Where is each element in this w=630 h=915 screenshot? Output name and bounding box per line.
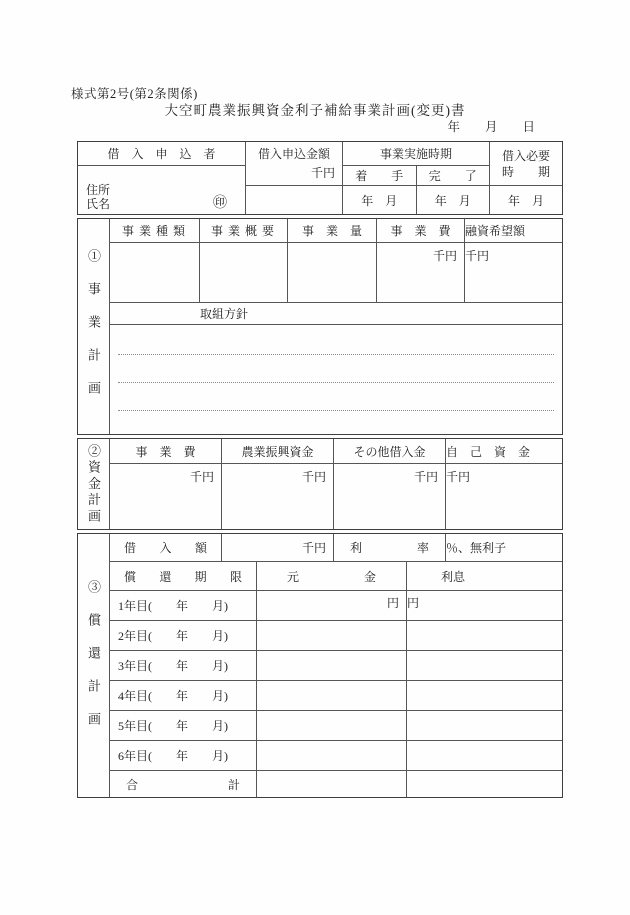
schedule-row-year6 — [110, 741, 562, 771]
need-period-line2: 時 期 — [501, 164, 550, 179]
need-period-header — [490, 142, 562, 186]
interest-rate-label: 利率 — [350, 541, 429, 555]
form-number: 様式第2号(第2条関係) — [71, 87, 198, 101]
name-label: 氏名 — [86, 197, 111, 211]
loan-amount-column — [246, 142, 343, 214]
loan-amount-value-cell — [246, 186, 342, 214]
year4-principal-cell — [257, 681, 407, 710]
date-line-text: 年 月 日 — [447, 120, 535, 134]
applicant-column — [78, 142, 246, 214]
promotion-fund-cell: 千円 — [222, 464, 334, 529]
section2-data-row — [110, 464, 562, 529]
loan-amount-unit: 千円 — [222, 534, 334, 561]
schedule-row-year1 — [110, 591, 562, 621]
schedule-row-year4 — [110, 681, 562, 711]
date-line — [77, 117, 563, 135]
section3-label: ③償還計画 — [86, 580, 101, 725]
policy-content-row — [110, 325, 562, 434]
loan-amount-cell — [246, 142, 342, 186]
implementation-period-column — [343, 142, 490, 214]
header-desired-loan: 融資希望額 — [465, 224, 526, 238]
header-other-loans: その他借入金 — [334, 439, 446, 463]
completion-ym-cell: 年 月 — [434, 193, 471, 208]
business-type-cell — [110, 243, 200, 302]
section1-label-column — [78, 219, 110, 434]
year2-label: 2年目( 年 月) — [110, 621, 257, 650]
year1-interest-cell: 円 — [407, 596, 420, 610]
year1-label: 1年目( 年 月) — [110, 591, 257, 620]
section-funding-plan — [77, 438, 563, 530]
year2-principal-cell — [257, 621, 407, 650]
policy-dotted-line — [118, 410, 554, 411]
schedule-total-row — [110, 771, 562, 797]
total-cost-cell: 千円 — [110, 464, 222, 529]
own-funds-cell: 千円 — [446, 470, 471, 484]
form-tables — [77, 141, 563, 798]
header-business-type: 事業種類 — [110, 219, 200, 242]
section-business-plan — [77, 218, 563, 435]
address-name-cell — [78, 166, 245, 214]
need-period-column — [490, 142, 562, 214]
section1-body — [110, 219, 562, 434]
section3-label-column — [78, 534, 110, 797]
policy-dotted-line — [118, 382, 554, 383]
section2-body — [110, 439, 562, 529]
schedule-row-year2 — [110, 621, 562, 651]
year3-principal-cell — [257, 651, 407, 680]
other-loans-cell: 千円 — [334, 464, 446, 529]
header-repayment-term: 償還期限 — [124, 569, 242, 584]
loan-amount-label: 借入額 — [124, 541, 207, 555]
year1-principal-cell: 円 — [257, 591, 407, 620]
year5-principal-cell — [257, 711, 407, 740]
header-business-volume: 事 業 量 — [288, 219, 377, 242]
interest-rate-value: ％、無利子 — [446, 541, 507, 555]
loan-amount-header: 借入申込金額 — [257, 147, 330, 161]
loan-amount-unit: 千円 — [310, 166, 335, 180]
header-interest: 利息 — [441, 569, 466, 584]
implementation-period-header: 事業実施時期 — [343, 142, 489, 166]
start-complete-ym-row — [343, 186, 489, 214]
section2-label: ②資金計画 — [86, 444, 101, 522]
start-label: 着 手 — [343, 166, 417, 185]
page-title: 大空町農業振興資金利子補給事業計画(変更)書 — [164, 103, 466, 118]
section1-data-row — [110, 243, 562, 303]
business-summary-cell — [200, 243, 288, 302]
start-ym-cell: 年 月 — [343, 186, 417, 214]
section2-label-column — [78, 439, 110, 529]
header-promotion-fund: 農業振興資金 — [222, 439, 334, 463]
year3-label: 3年目( 年 月) — [110, 651, 257, 680]
loan-amount-row — [110, 534, 562, 562]
schedule-header-row — [110, 562, 562, 591]
business-volume-cell — [288, 243, 377, 302]
start-complete-row — [343, 166, 489, 186]
section1-label: ①事業計画 — [86, 249, 101, 394]
year5-label: 5年目( 年 月) — [110, 711, 257, 740]
section-repayment-plan — [77, 533, 563, 798]
completion-label: 完 了 — [428, 169, 477, 183]
header-business-summary: 事業概要 — [200, 219, 288, 242]
need-period-ym-cell: 年 月 — [507, 193, 544, 208]
header-own-funds: 自 己 資 金 — [446, 444, 531, 459]
year6-label: 6年目( 年 月) — [110, 741, 257, 770]
year4-label: 4年目( 年 月) — [110, 681, 257, 710]
header-business-cost: 事 業 費 — [377, 219, 465, 242]
desired-loan-cell: 千円 — [465, 249, 490, 263]
business-cost-cell: 千円 — [377, 243, 465, 302]
applicant-header-table — [77, 141, 563, 215]
header-principal: 元金 — [287, 569, 376, 584]
total-label: 合計 — [126, 777, 240, 792]
policy-content-cell — [110, 325, 562, 434]
seal-stamp-icon: ㊞ — [213, 196, 227, 211]
total-principal-cell — [257, 771, 407, 797]
policy-header-row — [110, 303, 562, 325]
section1-header-row — [110, 219, 562, 243]
section3-body — [110, 534, 562, 797]
policy-header: 取組方針 — [200, 307, 249, 321]
applicant-header-cell: 借 入 申 込 者 — [78, 142, 245, 166]
schedule-row-year5 — [110, 711, 562, 741]
schedule-row-year3 — [110, 651, 562, 681]
need-period-line1: 借入必要 — [501, 148, 550, 163]
address-label: 住所 — [86, 183, 111, 197]
header-total-cost: 事 業 費 — [110, 439, 222, 463]
policy-dotted-line — [118, 354, 554, 355]
name-row — [86, 197, 237, 211]
year6-principal-cell — [257, 741, 407, 770]
section2-header-row — [110, 439, 562, 464]
